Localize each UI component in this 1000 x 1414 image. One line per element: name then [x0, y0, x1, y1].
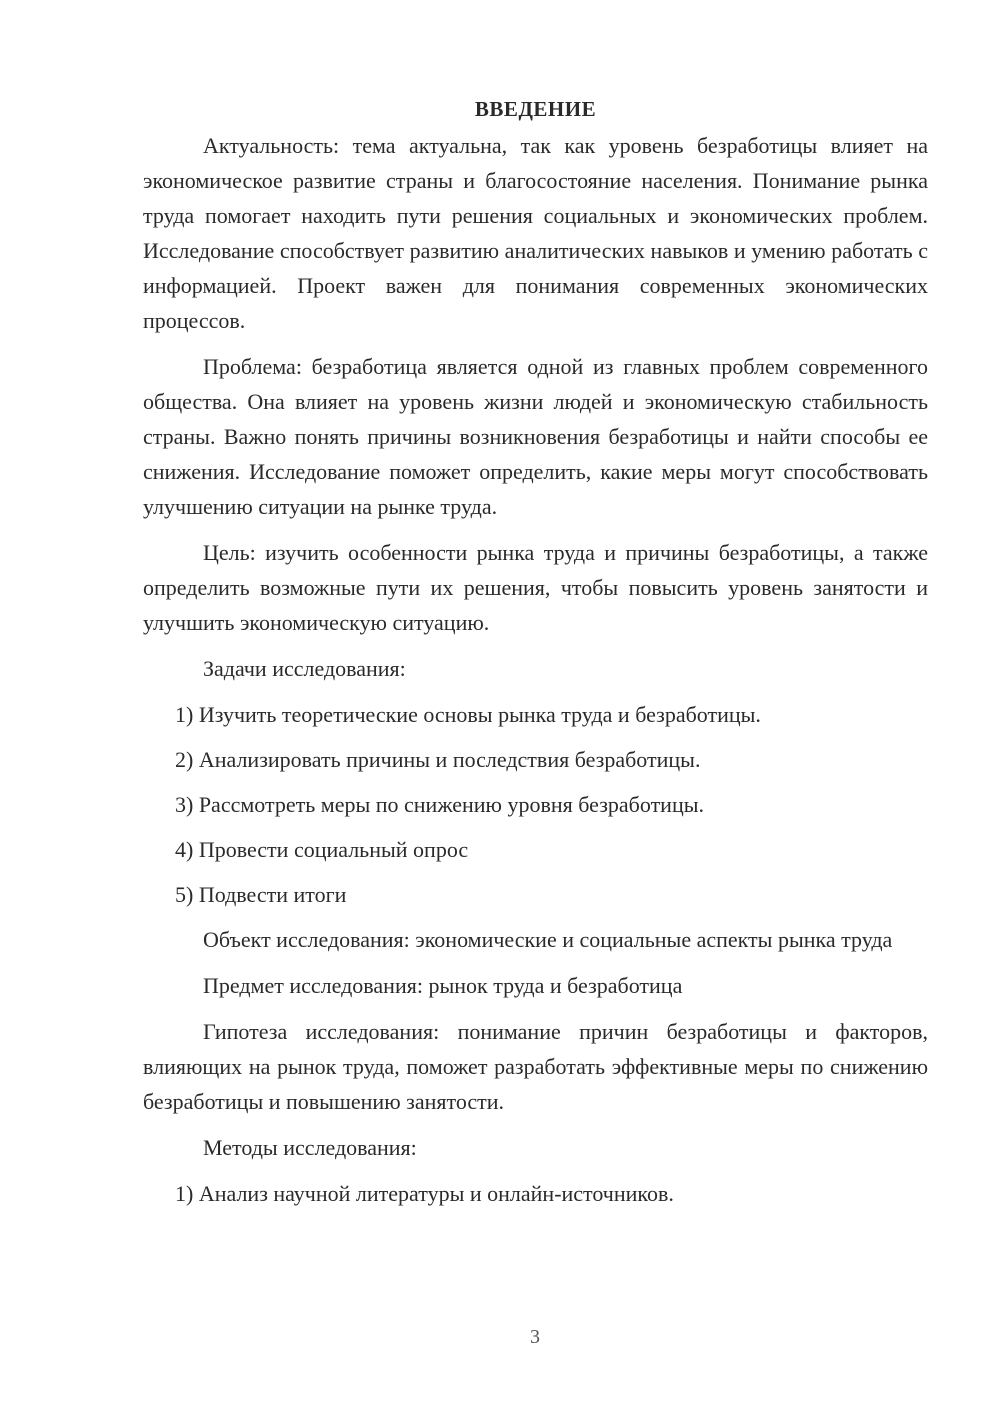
- page-number: 3: [530, 1326, 540, 1348]
- task-item: 2) Анализировать причины и последствия безработицы.: [175, 747, 701, 772]
- problem-paragraph: Проблема: безработица является одной из главных проблем современного общества. Она влияет на уровень жизни людей и экономическую стабильность страны. Важно понять причины возникновения безработицы и найти способы ее снижения. Исследование поможет определить, какие меры могут способствовать улучшению ситуации на рынке труда.: [143, 354, 928, 519]
- section-heading: ВВЕДЕНИЕ: [474, 97, 597, 121]
- relevance-paragraph: Актуальность: тема актуальна, так как уровень безработицы влияет на экономическое развитие страны и благосостояние населения. Понимание рынка труда помогает находить пути решения социальных и экономических проблем. Исследование способствует развитию аналитических навыков и умению работать с информацией. Проект важен для понимания современных экономических процессов.: [143, 133, 928, 333]
- methods-title: Методы исследования:: [203, 1135, 417, 1160]
- task-item: 3) Рассмотреть меры по снижению уровня безработицы.: [175, 792, 705, 817]
- goal-paragraph: Цель: изучить особенности рынка труда и причины безработицы, а также определить возможные пути их решения, чтобы повысить уровень занятости и улучшить экономическую ситуацию.: [143, 540, 928, 635]
- method-item: 1) Анализ научной литературы и онлайн-источников.: [175, 1181, 674, 1206]
- hypothesis-paragraph: Гипотеза исследования: понимание причин безработицы и факторов, влияющих на рынок труда, поможет разработать эффективные меры по снижению безработицы и повышению занятости.: [143, 1019, 928, 1114]
- object-paragraph: Объект исследования: экономические и социальные аспекты рынка труда: [203, 927, 893, 952]
- task-item: 4) Провести социальный опрос: [175, 837, 469, 862]
- document-page: [143, 92, 928, 1221]
- task-item: 5) Подвести итоги: [175, 882, 347, 907]
- tasks-list: [143, 697, 928, 912]
- methods-list: [143, 1176, 928, 1211]
- task-item: 1) Изучить теоретические основы рынка труда и безработицы.: [175, 702, 761, 727]
- tasks-title: Задачи исследования:: [203, 656, 406, 681]
- subject-paragraph: Предмет исследования: рынок труда и безработица: [203, 973, 683, 998]
